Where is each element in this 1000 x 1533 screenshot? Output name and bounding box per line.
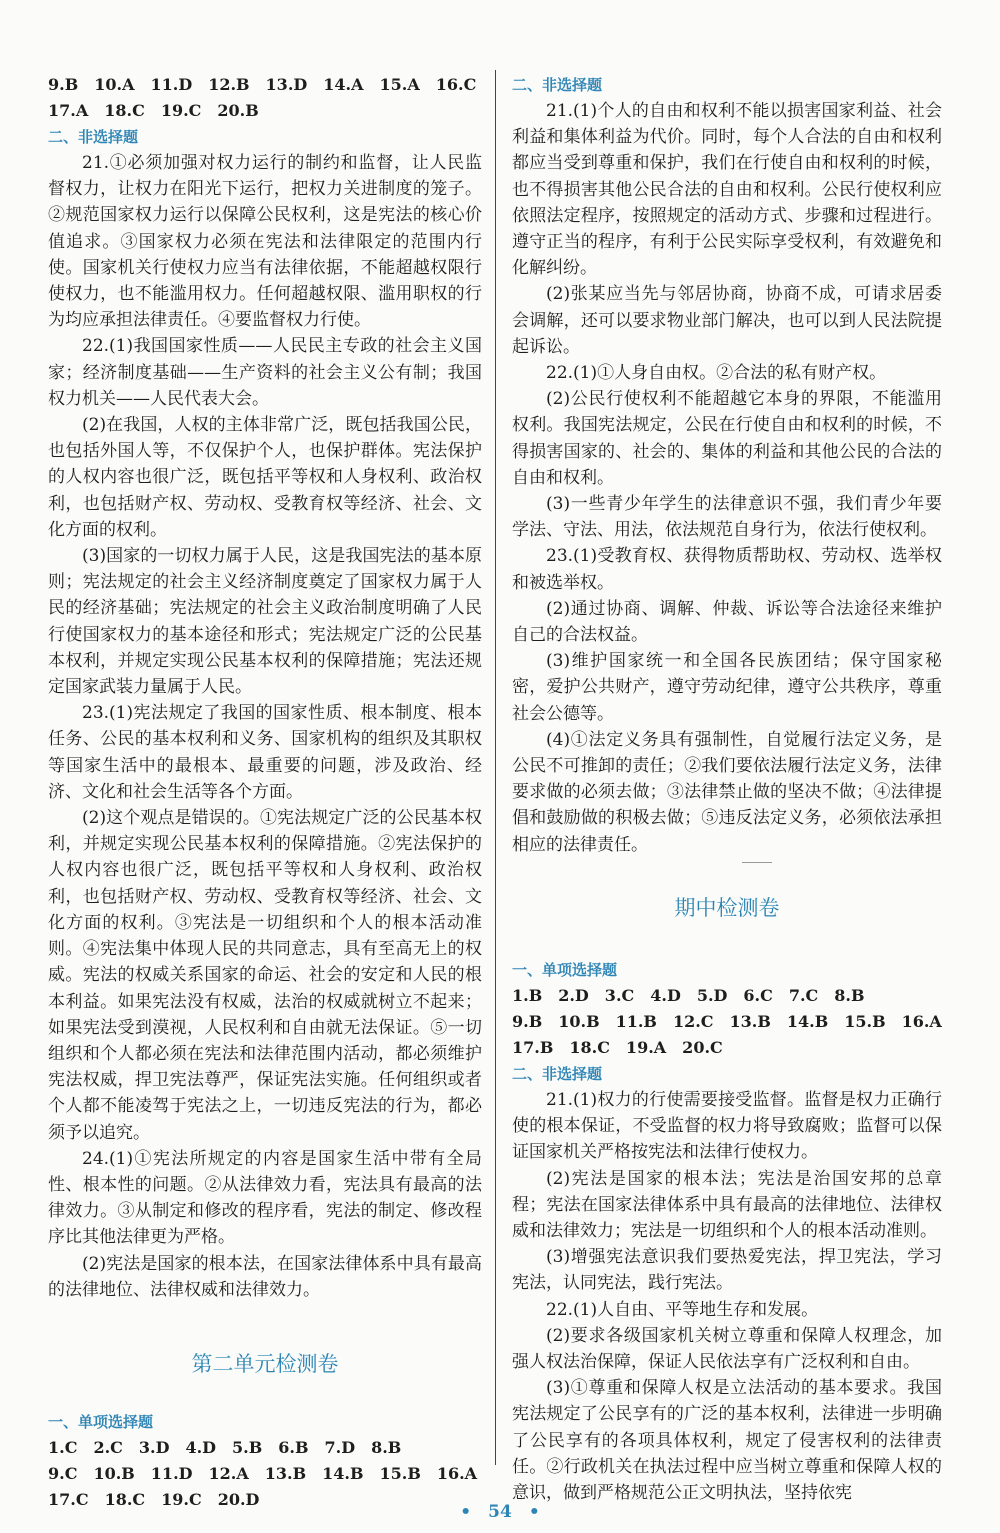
- answer-line: 9.B 10.B 11.B 12.C 13.B 14.B 15.B 16.A: [512, 1011, 942, 1031]
- section-heading: 一、单项选择题: [512, 960, 618, 979]
- answer-paragraph: (3)国家的一切权力属于人民，这是我国宪法的基本原则；宪法规定的社会主义经济制度奠定了国家权力属于人民的经济基础；宪法规定的社会主义政治制度明确了人民行使国家权力的基本途径和形式；宪法规定广泛的公民基本权利，并规定实现公民基本权利的保障措施；宪法还规定国家武装力量属于人民。: [48, 546, 482, 698]
- answer-line: 1.C 2.C 3.D 4.D 5.B 6.B 7.D 8.B: [48, 1437, 402, 1457]
- answer-paragraph: 22.(1)①人身自由权。②合法的私有财产权。: [546, 363, 887, 384]
- answer-line: 17.A 18.C 19.C 20.B: [48, 101, 259, 120]
- section-heading: 二、非选择题: [512, 76, 603, 94]
- answer-paragraph: (3)一些青少年学生的法律意识不强，我们青少年要学法、守法、用法，依法规范自身行为，依法行使权利。: [512, 494, 942, 541]
- answer-paragraph: (2)公民行使权利不能超越它本身的界限，不能滥用权利。我国宪法规定，公民在行使自由和权利的时候，不得损害国家的、社会的、集体的利益和其他公民的合法的自由和权利。: [512, 389, 942, 488]
- answer-line: 1.B 2.D 3.C 4.D 5.D 6.C 7.C 8.B: [512, 985, 865, 1005]
- answer-paragraph: (2)宪法是国家的根本法，在国家法律体系中具有最高的法律地位、法律权威和法律效力。: [48, 1253, 482, 1300]
- section-heading: 二、非选择题: [512, 1064, 603, 1083]
- answer-paragraph: (2)这个观点是错误的。①宪法规定广泛的公民基本权利，并规定实现公民基本权利的保障措施。②宪法保护的人权内容也很广泛，既包括平等权和人身权利、政治权利，也包括财产权、劳动权、受教育权等经济、社会、文化方面的权利。③宪法是一切组织和个人的根本活动准则。④宪法集中体现人民的共同意志，具有至高无上的权威。宪法的权威关系国家的命运、社会的安定和人民的根本利益。如果宪法没有权威，法治的权威就树立不起来；如果宪法受到漠视，人民权利和自由就无法保证。⑤一切组织和个人都必须在宪法和法律范围内活动，都必须维护宪法权威，捍卫宪法尊严，保证宪法实施。任何组织或者个人都不能凌驾于宪法之上，一切违反宪法的行为，都必须予以追究。: [48, 808, 482, 1143]
- answer-paragraph: (3)增强宪法意识我们要热爱宪法，捍卫宪法，学习宪法，认同宪法，践行宪法。: [512, 1247, 942, 1294]
- answer-paragraph: 21.(1)权力的行使需要接受监督。监督是权力正确行使的根本保证，不受监督的权力将导致腐败；监督可以保证国家机关严格按宪法和法律行使权力。: [512, 1089, 942, 1163]
- answer-paragraph: (2)通过协商、调解、仲裁、诉讼等合法途径来维护自己的合法权益。: [512, 598, 942, 646]
- answer-paragraph: (4)①法定义务具有强制性，自觉履行法定义务，是公民不可推卸的责任；②我们要依法履行法定义务，法律要求做的必须去做；③法律禁止做的坚决不做；④法律提倡和鼓励做的积极去做；⑤违反法定义务，必须依法承担相应的法律责任。: [512, 729, 942, 855]
- column-divider: [495, 70, 496, 1465]
- answer-line: 9.B 10.A 11.D 12.B 13.D 14.A 15.A 16.C: [48, 75, 477, 94]
- section-heading: 一、单项选择题: [48, 1412, 154, 1431]
- answer-paragraph: (2)在我国，人权的主体非常广泛，既包括我国公民，也包括外国人等，不仅保护个人，也保护群体。宪法保护的人权内容也很广泛，既包括平等权和人身权利、政治权利，也包括财产权、劳动权、受教育权等经济、社会、文化方面的权利。: [48, 415, 482, 540]
- answer-paragraph: 21.(1)个人的自由和权利不能以损害国家利益、社会利益和集体利益为代价。同时，每个人合法的自由和权利都应当受到尊重和保护，我们在行使自由和权利的时候，也不得损害其他公民合法的自由和权利。公民行使权利应依照法定程序，按照规定的活动方式、步骤和过程进行。遵守正当的程序，有利于公民实际享受权利，有效避免和化解纠纷。: [512, 101, 942, 279]
- answer-paragraph: (2)张某应当先与邻居协商，协商不成，可请求居委会调解，还可以要求物业部门解决，也可以到人民法院提起诉讼。: [512, 284, 942, 357]
- answer-paragraph: (3)维护国家统一和全国各民族团结；保守国家秘密，爱护公共财产，遵守劳动纪律，遵守公共秩序，尊重社会公德等。: [512, 651, 942, 724]
- answer-line: 9.C 10.B 11.D 12.A 13.B 14.B 15.B 16.A: [48, 1463, 478, 1483]
- answer-line: 17.B 18.C 19.A 20.C: [512, 1037, 723, 1057]
- answer-paragraph: (2)要求各级国家机关树立尊重和保障人权理念，加强人权法治保障，保证人民依法享有广泛权利和自由。: [512, 1325, 942, 1372]
- answer-paragraph: 24.(1)①宪法所规定的内容是国家生活中带有全局性、根本性的问题。②从法律效力看，宪法具有最高的法律效力。③从制定和修改的程序看，宪法的制定、修改程序比其他法律更为严格。: [48, 1148, 482, 1248]
- right-column: [512, 72, 942, 1506]
- answer-paragraph: 21.①必须加强对权力运行的制约和监督，让人民监督权力，让权力在阳光下运行，把权力关进制度的笼子。②规范国家权力运行以保障公民权利，这是宪法的核心价值追求。③国家权力必须在宪法和法律限定的范围内行使。国家机关行使权力应当有法律依据，不能超越权限行使权力，也不能滥用权力。任何超越权限、滥用职权的行为均应承担法律责任。④要监督权力行使。: [48, 153, 482, 331]
- answer-paragraph: (2)宪法是国家的根本法；宪法是治国安邦的总章程；宪法在国家法律体系中具有最高的法律地位、法律权威和法律效力；宪法是一切组织和个人的根本活动准则。: [512, 1168, 942, 1241]
- unit2-test-title: 第二单元检测卷: [191, 1351, 339, 1376]
- answer-paragraph: (3)①尊重和保障人权是立法活动的基本要求。我国宪法规定了公民享有的广泛的基本权利，法律进一步明确了公民享有的各项具体权利，规定了侵害权利的法律责任。②行政机关在执法过程中应当树立尊重和保障人权的意识，做到严格规范公正文明执法，坚持依宪: [512, 1378, 942, 1503]
- answer-paragraph: 23.(1)受教育权、获得物质帮助权、劳动权、选举权和被选举权。: [512, 546, 942, 593]
- answer-line: 17.C 18.C 19.C 20.D: [48, 1489, 260, 1509]
- answer-paragraph: 22.(1)我国国家性质——人民民主专政的社会主义国家；经济制度基础——生产资料的社会主义公有制；我国权力机关——人民代表大会。: [48, 336, 482, 409]
- left-column: [48, 72, 482, 1513]
- answer-paragraph: 23.(1)宪法规定了我国的国家性质、根本制度、根本任务、公民的基本权利和义务、国家机构的组织及其职权等国家生活中的最根本、最重要的问题，涉及政治、经济、文化和社会生活等各个方面。: [48, 703, 482, 802]
- answer-paragraph: 22.(1)人自由、平等地生存和发展。: [546, 1299, 819, 1320]
- section-heading: 二、非选择题: [48, 128, 139, 146]
- midterm-test-title: 期中检测卷: [674, 895, 780, 920]
- page-number: • 54 •: [460, 1502, 540, 1522]
